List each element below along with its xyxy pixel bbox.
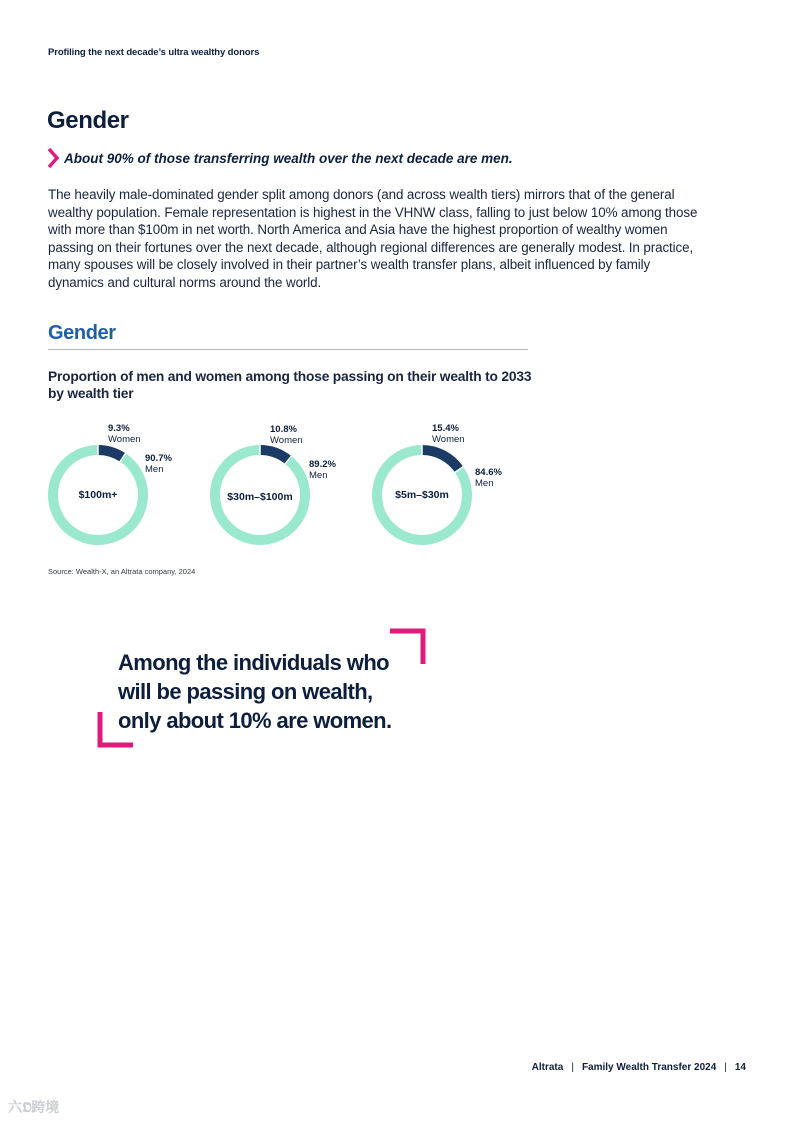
women-label — [432, 424, 465, 445]
footer-separator: | — [724, 1062, 727, 1073]
women-series-name: Women — [108, 433, 141, 445]
donut-tier-label: $100m+ — [78, 489, 118, 501]
women-percent: 9.3% — [108, 423, 130, 434]
pull-quote-line: only about 10% are women. — [118, 708, 392, 733]
chevron-right-icon — [46, 147, 60, 169]
men-series-name: Men — [145, 463, 164, 475]
men-percent: 84.6% — [475, 467, 502, 478]
footer-brand: Altrata — [531, 1062, 564, 1073]
women-label — [108, 424, 141, 445]
donut-chart-tier-1 — [44, 420, 204, 555]
men-percent: 89.2% — [309, 459, 336, 470]
donut-tier-label: $5m–$30m — [395, 489, 449, 501]
donut-slice-women — [98, 450, 123, 457]
donut-slice-women — [260, 450, 288, 460]
men-series-name: Men — [475, 477, 494, 489]
page-number: 14 — [734, 1062, 746, 1073]
men-label — [145, 454, 172, 475]
donut-chart-tier-2 — [206, 420, 366, 555]
callout-text: About 90% of those transferring wealth over the next decade are men. — [64, 151, 513, 166]
body-paragraph: The heavily male-dominated gender split among donors (and across wealth tiers) mirrors that of the general wealthy population. Female representation is highest in the VHNW class, falling to just below 10% among those with more than $100m in net worth. North America and Asia have the highest proportion of wealthy women passing on their fortunes over the next decade, although regional differences are generally modest. In practice, many spouses will be closely involved in their partner’s wealth transfer plans, albeit influenced by family dynamics and cultural norms around the world. — [48, 187, 698, 290]
donut-chart-tier-3 — [368, 420, 528, 555]
footer-report-title: Family Wealth Transfer 2024 — [581, 1062, 717, 1073]
donut-tier-label: $30m–$100m — [227, 491, 293, 503]
page-footer — [532, 1062, 746, 1073]
quote-bracket-top-right — [388, 627, 428, 667]
watermark: 六𝕺跨境 — [8, 1099, 60, 1115]
donut-slice-women — [422, 450, 459, 469]
running-header: Profiling the next decade’s ultra wealthy donors — [48, 47, 260, 58]
women-percent: 10.8% — [270, 424, 297, 435]
women-series-name: Women — [432, 433, 465, 445]
pull-quote-line: will be passing on wealth, — [118, 679, 373, 704]
quote-bracket-bottom-left — [96, 710, 136, 750]
section-heading: Gender — [47, 107, 129, 134]
pull-quote-line: Among the individuals who — [118, 650, 390, 675]
chart-title: Gender — [48, 322, 116, 344]
men-series-name: Men — [309, 469, 328, 481]
footer-separator: | — [571, 1062, 574, 1073]
pull-quote — [118, 648, 392, 735]
men-label — [309, 460, 336, 481]
women-percent: 15.4% — [432, 423, 459, 434]
men-label — [475, 468, 502, 489]
chart-source: Source: Wealth-X, an Altrata company, 2024 — [48, 567, 196, 576]
chart-subtitle: Proportion of men and women among those passing on their wealth to 2033 by wealth tier — [48, 369, 532, 401]
women-series-name: Women — [270, 434, 303, 446]
women-label — [270, 425, 303, 446]
chart-title-divider — [48, 349, 528, 350]
men-percent: 90.7% — [145, 453, 172, 464]
